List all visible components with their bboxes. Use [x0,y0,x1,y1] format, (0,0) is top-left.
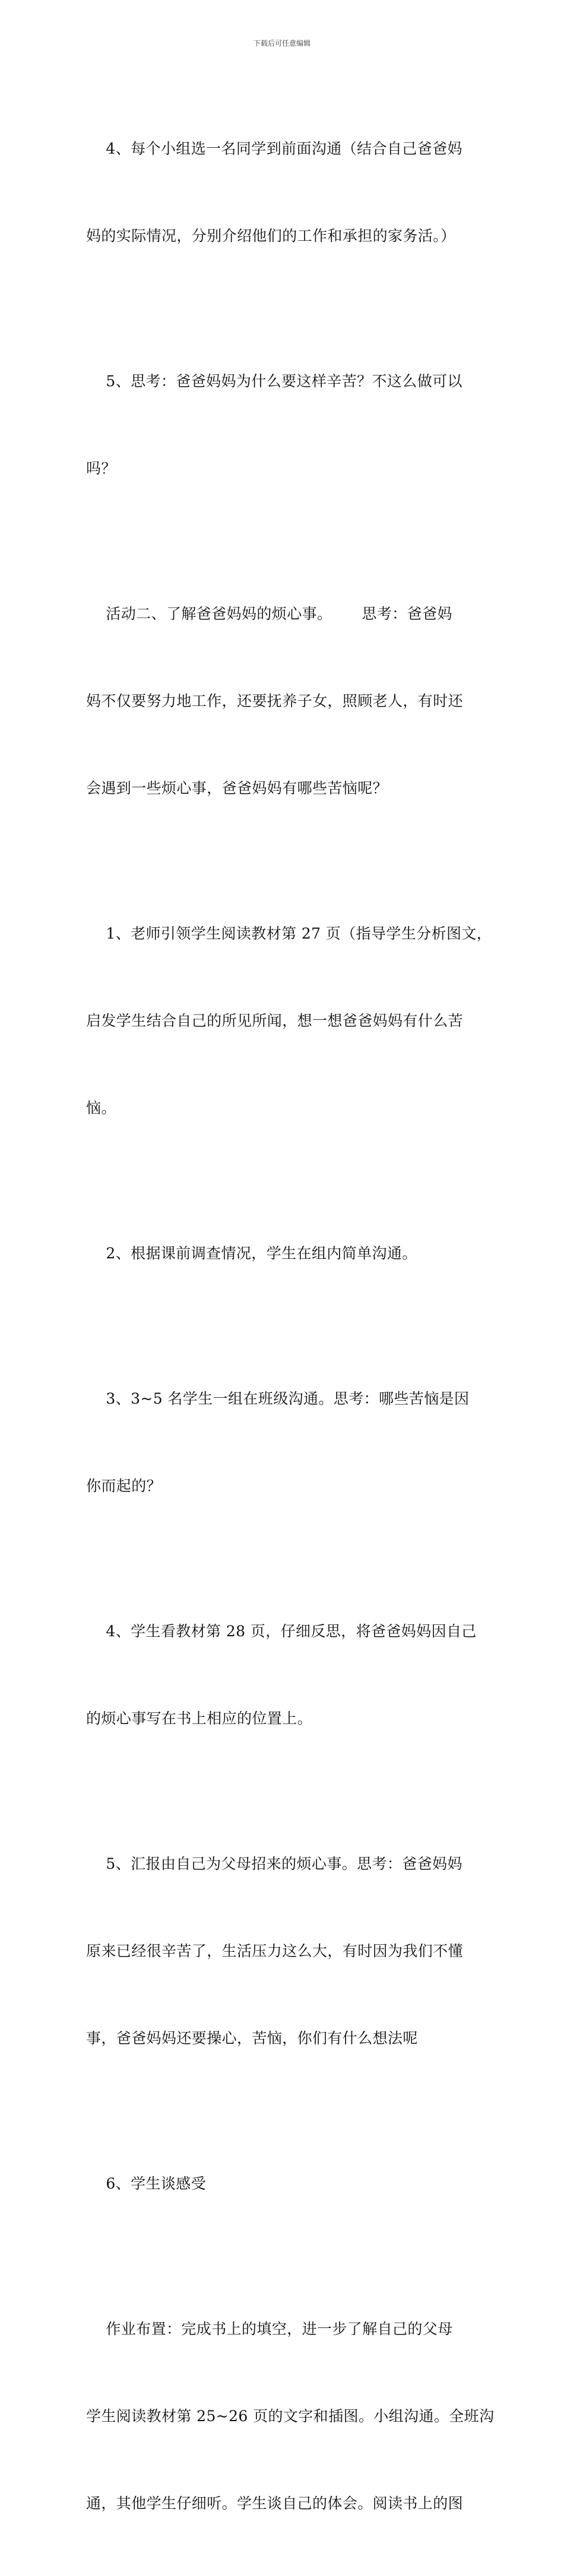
text-line: 的烦心事写在书上相应的位置上。 [86,1710,313,1727]
document-body [86,76,495,2576]
paragraph [86,2256,495,2576]
text-line: 会遇到一些烦心事，爸爸妈妈有哪些苦恼呢？ [86,780,388,797]
text-line: 通，其他学生仔细听。学生谈自己的体会。阅读书上的图 [86,2495,464,2512]
header-note: 下载后可任意编辑 [253,39,310,47]
text-line: 事，爸爸妈妈还要操心，苦恼，你们有什么想法呢 [86,2030,418,2047]
text-line: 3、3~5 名学生一组在班级沟通。思考：哪些苦恼是因 [86,1390,470,1407]
text-line: 活动二、了解爸爸妈妈的烦心事。 思考：爸爸妈 [86,605,452,622]
text-line: 妈的实际情况，分别介绍他们的工作和承担的家务活。） [86,227,456,244]
paragraph [86,861,492,1181]
text-line: 原来已经很辛苦了，生活压力这么大，有时因为我们不懂 [86,1942,464,1960]
page-header [0,38,564,49]
text-line: 4、学生看教材第 28 页，仔细反思，将爸爸妈妈因自己 [86,1623,477,1640]
text-line: 作业布置：完成书上的填空，进一步了解自己的父母 [86,2320,453,2338]
paragraph [86,76,485,309]
paragraph [86,1181,485,1326]
text-line: 4、每个小组选一名同学到前面沟通（结合自己爸爸妈 [86,140,462,157]
text-line: 5、汇报由自己为父母招来的烦心事。思考：爸爸妈妈 [86,1855,462,1872]
text-line: 恼。 [86,1099,116,1117]
text-line: 学生阅读教材第 25~26 页的文字和插图。小组沟通。全班沟 [86,2408,495,2425]
text-line: 你而起的？ [86,1477,162,1494]
paragraph [86,1559,485,1791]
paragraph [86,1326,485,1559]
text-line: 1、老师引领学生阅读教材第 27 页（指导学生分析图文， [86,925,492,942]
text-line: 5、思考：爸爸妈妈为什么要这样辛苦？不这么做可以 [86,373,462,390]
paragraph [86,541,485,861]
paragraph [86,2111,485,2256]
text-line: 妈不仅要努力地工作，还要抚养子女，照顾老人，有时还 [86,692,464,710]
paragraph [86,309,485,541]
text-line: 2、根据课前调查情况，学生在组内简单沟通。 [86,1245,417,1262]
text-line: 6、学生谈感受 [86,2175,207,2192]
paragraph [86,1791,485,2111]
text-line: 启发学生结合自己的所见所闻，想一想爸爸妈妈有什么苦 [86,1012,464,1029]
text-line: 吗？ [86,460,116,477]
